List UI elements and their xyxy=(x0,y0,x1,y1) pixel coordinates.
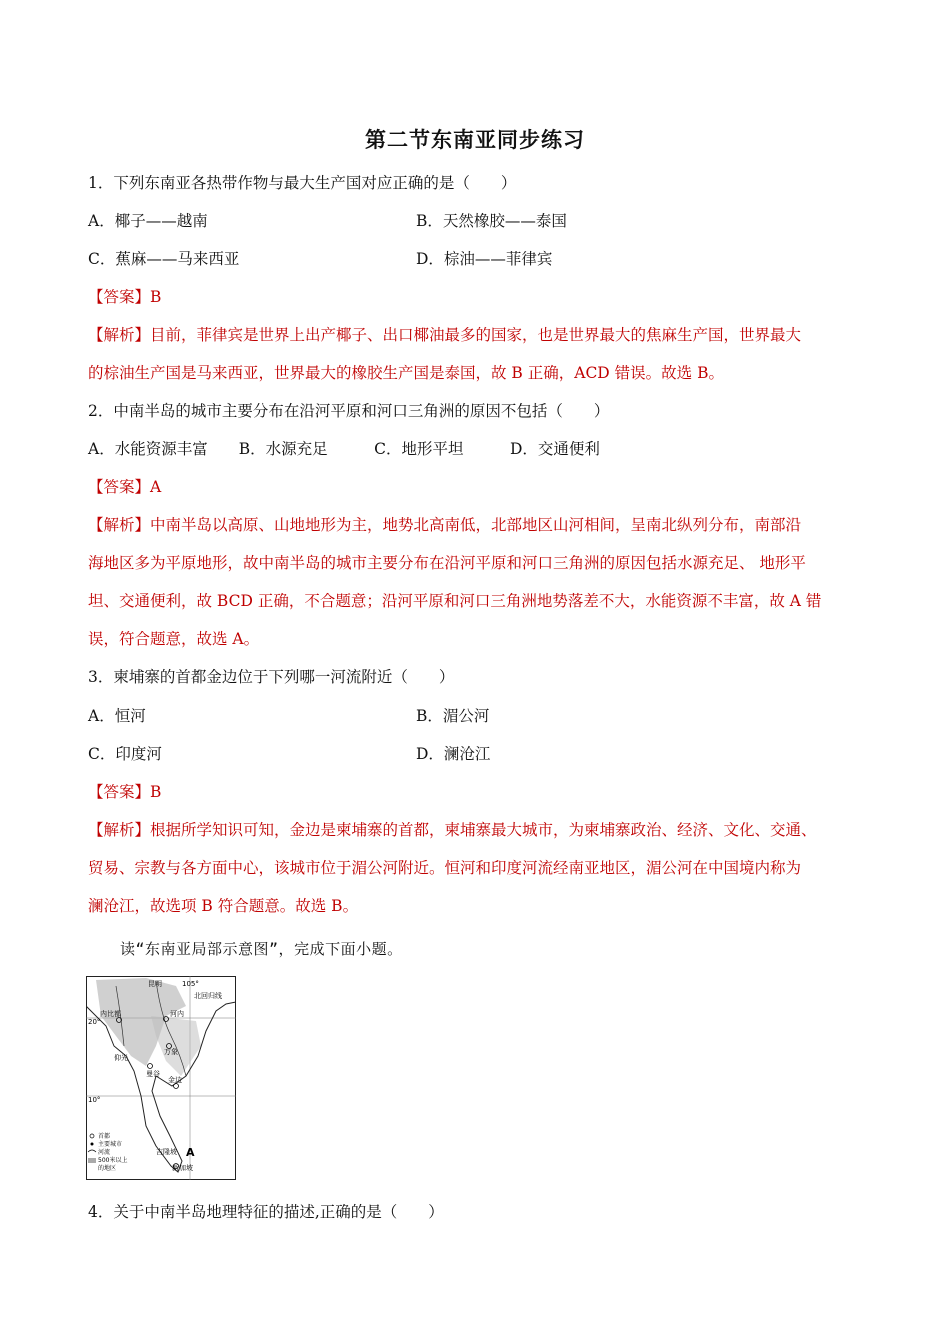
q3-answer: 【答案】B xyxy=(88,783,162,801)
q4-stem: 4．关于中南半岛地理特征的描述,正确的是（ ） xyxy=(88,1203,444,1221)
q1-stem: 1．下列东南亚各热带作物与最大生产国对应正确的是（ ） xyxy=(88,174,517,192)
map-label-10: 10° xyxy=(88,1096,101,1104)
map-label-vientiane: 万象 xyxy=(164,1048,178,1056)
q1-option-b: B．天然橡胶——泰国 xyxy=(416,212,567,230)
svg-text:的地区: 的地区 xyxy=(98,1165,117,1172)
q1-option-d: D．棕油——菲律宾 xyxy=(416,250,553,268)
southeast-asia-map xyxy=(86,976,236,1180)
map-label-tropic: 北回归线 xyxy=(194,992,222,1000)
map-label-20: 20° xyxy=(88,1018,101,1026)
q3-option-a: A．恒河 xyxy=(88,707,146,725)
q1-explanation-line2: 的棕油生产国是马来西亚，世界最大的橡胶生产国是泰国，故 B 正确，ACD 错误。故选 B。 xyxy=(88,364,724,382)
map-intro-text: 读“东南亚局部示意图”，完成下面小题。 xyxy=(120,940,403,958)
q2-answer: 【答案】A xyxy=(88,478,162,496)
q1-option-c: C．蕉麻——马来西亚 xyxy=(88,250,240,268)
q3-option-b: B．湄公河 xyxy=(416,707,490,725)
svg-text:首都: 首都 xyxy=(98,1133,111,1140)
map-label-phnom-penh: 金边 xyxy=(168,1076,182,1084)
q2-stem: 2．中南半岛的城市主要分布在沿河平原和河口三角洲的原因不包括（ ） xyxy=(88,402,610,420)
q1-explanation-line1: 【解析】目前，菲律宾是世界上出产椰子、出口椰油最多的国家，也是世界最大的焦麻生产国，世界最大 xyxy=(88,326,802,344)
q3-explanation-line3: 澜沧江，故选项 B 符合题意。故选 B。 xyxy=(88,897,359,915)
q2-options: A．水能资源丰富 B．水源充足 C．地形平坦 D．交通便利 xyxy=(88,440,600,458)
q3-option-d: D．澜沧江 xyxy=(416,745,491,763)
map-label-kuala-lumpur: 吉隆坡 xyxy=(156,1148,177,1156)
map-label-singapore: 新加坡 xyxy=(172,1164,193,1172)
q3-stem: 3．柬埔寨的首都金边位于下列哪一河流附近（ ） xyxy=(88,668,455,686)
map-label-bangkok: 曼谷 xyxy=(146,1070,160,1078)
map-label-yangon: 仰光 xyxy=(114,1054,128,1062)
svg-text:河流: 河流 xyxy=(98,1149,111,1156)
svg-text:主要城市: 主要城市 xyxy=(98,1141,123,1148)
map-label-naypyidaw: 内比都 xyxy=(100,1010,121,1018)
q2-explanation-line1: 【解析】中南半岛以高原、山地地形为主，地势北高南低，北部地区山河相间，呈南北纵列分布，南部沿 xyxy=(88,516,802,534)
svg-text:500米以上: 500米以上 xyxy=(98,1157,128,1164)
q1-option-a: A．椰子——越南 xyxy=(88,212,208,230)
map-label-105: 105° xyxy=(182,980,199,988)
q2-explanation-line2: 海地区多为平原地形，故中南半岛的城市主要分布在沿河平原和河口三角洲的原因包括水源充足、 地形平 xyxy=(88,554,806,572)
map-label-a: A xyxy=(186,1146,195,1159)
page-title: 第二节东南亚同步练习 xyxy=(365,127,585,152)
q2-explanation-line3: 坦、交通便利，故 BCD 正确，不合题意；沿河平原和河口三角洲地势落差不大，水能资源不丰富，故 A 错 xyxy=(88,592,822,610)
q2-explanation-line4: 误，符合题意，故选 A。 xyxy=(88,630,260,648)
map-label-hanoi: 河内 xyxy=(170,1010,184,1018)
q3-explanation-line2: 贸易、宗教与各方面中心，该城市位于湄公河附近。恒河和印度河流经南亚地区，湄公河在中国境内称为 xyxy=(88,859,802,877)
map-label-kunming: 昆明 xyxy=(148,980,162,988)
q1-answer: 【答案】B xyxy=(88,288,162,306)
q3-explanation-line1: 【解析】根据所学知识可知，金边是柬埔寨的首都，柬埔寨最大城市，为柬埔寨政治、经济、文化、交通、 xyxy=(88,821,817,839)
q3-option-c: C．印度河 xyxy=(88,745,162,763)
